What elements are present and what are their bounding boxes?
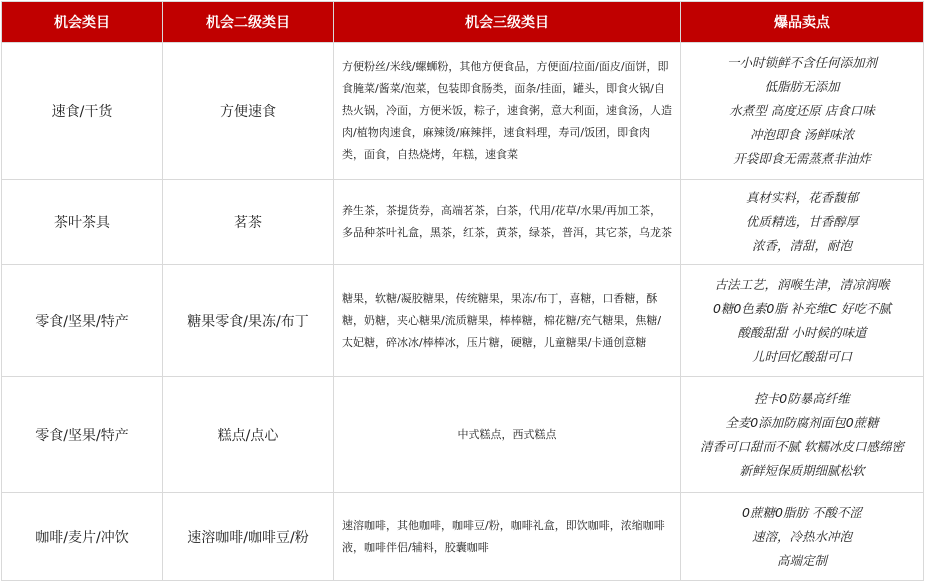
selling-point: 新鲜短保质期细腻松软: [739, 462, 865, 478]
selling-point: 全麦0添加防腐剂面包0蔗糖: [725, 414, 879, 430]
selling-point: 优质精选，甘香醇厚: [745, 214, 859, 229]
selling-point: 清香可口甜而不腻 软糯冰皮口感绵密: [700, 438, 904, 454]
selling-point: 古法工艺，润喉生津，清凉润喉: [714, 276, 890, 292]
selling-points-cell: [681, 377, 924, 493]
table-row: [2, 180, 924, 265]
third-category-cell: 方便粉丝/米线/螺蛳粉，其他方便食品，方便面/拉面/面皮/面饼，即食腌菜/酱菜/泡菜，包装即食肠类，面条/挂面，罐头，即食火锅/自热火锅，冷面，方便米饭，粽子，速食粥，意大利面，速食汤，人造肉/植物肉速食，麻辣烫/麻辣拌，速食料理，寿司/饭团，即食肉类，面食，自热烧烤，年糕，速食菜: [334, 43, 681, 180]
selling-point: 低脂肪无添加: [764, 79, 840, 94]
selling-point: 浓香，清甜，耐泡: [751, 238, 852, 253]
sub-category-cell: 糖果零食/果冻/布丁: [163, 265, 334, 377]
table-row: [2, 377, 924, 493]
header-selling-points: 爆品卖点: [681, 2, 924, 43]
selling-point: 0蔗糖0脂肪 不酸不涩: [742, 504, 862, 520]
category-cell: 速食/干货: [2, 43, 163, 180]
third-category-cell: 养生茶，茶提货券，高端茗茶，白茶，代用/花草/水果/再加工茶，多品种茶叶礼盒，黑茶，红茶，黄茶，绿茶，普洱，其它茶，乌龙茶: [334, 180, 681, 265]
third-category-cell: 中式糕点，西式糕点: [334, 377, 681, 493]
sub-category-cell: 糕点/点心: [163, 377, 334, 493]
header-sub-category: 机会二级类目: [163, 2, 334, 43]
third-category-cell: 速溶咖啡，其他咖啡，咖啡豆/粉，咖啡礼盒，即饮咖啡，浓缩咖啡液，咖啡伴侣/辅料，胶囊咖啡: [334, 493, 681, 581]
selling-point: 高端定制: [776, 552, 827, 568]
category-cell: 零食/坚果/特产: [2, 265, 163, 377]
table-row: [2, 43, 924, 180]
header-third-category: 机会三级类目: [334, 2, 681, 43]
header-row: [2, 2, 924, 43]
table-row: [2, 265, 924, 377]
sub-category-cell: 速溶咖啡/咖啡豆/粉: [163, 493, 334, 581]
selling-point: 0糖0色素0脂 补充维C 好吃不腻: [712, 300, 892, 316]
selling-point: 控卡0防暴高纤维: [754, 390, 850, 406]
selling-points-cell: [681, 493, 924, 581]
category-cell: 茶叶茶具: [2, 180, 163, 265]
selling-points-cell: [681, 265, 924, 377]
selling-point: 真材实料，花香馥郁: [745, 190, 859, 205]
selling-point: 开袋即食无需蒸煮非油炸: [733, 151, 871, 166]
selling-points-cell: [681, 180, 924, 265]
selling-point: 酸酸甜甜 小时候的味道: [737, 324, 867, 340]
table-row: [2, 493, 924, 581]
selling-points-cell: [681, 43, 924, 180]
selling-point: 一小时锁鲜不含任何添加剂: [726, 55, 877, 70]
selling-point: 儿时回忆酸甜可口: [751, 348, 852, 364]
header-category: 机会类目: [2, 2, 163, 43]
category-cell: 咖啡/麦片/冲饮: [2, 493, 163, 581]
selling-point: 冲泡即食 汤鲜味浓: [750, 127, 854, 142]
category-cell: 零食/坚果/特产: [2, 377, 163, 493]
selling-point: 水煮型 高度还原 店食口味: [729, 103, 875, 118]
third-category-cell: 糖果，软糖/凝胶糖果，传统糖果，果冻/布丁，喜糖，口香糖，酥糖，奶糖，夹心糖果/流质糖果，棒棒糖，棉花糖/充气糖果，焦糖/太妃糖，碎冰冰/棒棒冰，压片糖，硬糖，儿童糖果/卡通创意糖: [334, 265, 681, 377]
selling-point: 速溶，冷热水冲泡: [751, 528, 852, 544]
sub-category-cell: 茗茶: [163, 180, 334, 265]
product-opportunity-table: [1, 1, 924, 581]
sub-category-cell: 方便速食: [163, 43, 334, 180]
